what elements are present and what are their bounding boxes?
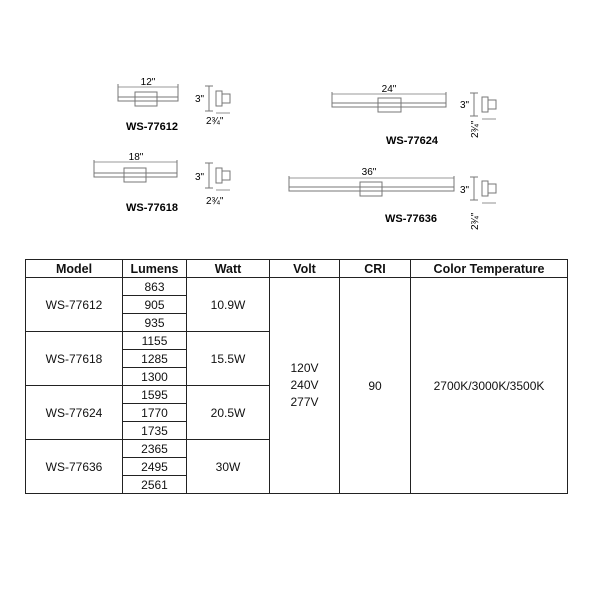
model-label: WS-77618	[126, 202, 178, 214]
model-cell: WS-77636	[26, 440, 123, 494]
front-view	[289, 176, 454, 196]
drawing-ws-77612	[118, 77, 230, 133]
lumens-cell: 863	[123, 278, 187, 296]
header-cri: CRI	[340, 260, 411, 278]
lumens-cell: 1155	[123, 332, 187, 350]
watt-cell: 30W	[187, 440, 270, 494]
side-view	[205, 86, 230, 113]
lumens-cell: 2495	[123, 458, 187, 476]
model-label: WS-77612	[126, 121, 178, 133]
lumens-cell: 1735	[123, 422, 187, 440]
model-cell: WS-77624	[26, 386, 123, 440]
table-row	[26, 278, 568, 296]
depth-label: 2¾"	[470, 212, 481, 230]
watt-cell: 20.5W	[187, 386, 270, 440]
cri-cell: 90	[340, 278, 411, 494]
drawing-ws-77636	[289, 167, 496, 230]
spec-table	[25, 259, 568, 494]
fixture-dimension-drawings	[0, 0, 590, 240]
height-label: 3"	[195, 94, 205, 105]
side-view	[205, 163, 230, 190]
length-label: 18"	[128, 152, 144, 163]
lumens-cell: 1300	[123, 368, 187, 386]
model-label: WS-77636	[385, 213, 437, 225]
lumens-cell: 1770	[123, 404, 187, 422]
model-cell: WS-77618	[26, 332, 123, 386]
model-cell: WS-77612	[26, 278, 123, 332]
length-label: 36"	[361, 167, 377, 178]
header-volt: Volt	[270, 260, 340, 278]
header-row	[26, 260, 568, 278]
header-model: Model	[26, 260, 123, 278]
drawing-ws-77618	[94, 152, 230, 214]
lumens-cell: 2365	[123, 440, 187, 458]
side-view	[470, 93, 496, 119]
lumens-cell: 905	[123, 296, 187, 314]
header-lumens: Lumens	[123, 260, 187, 278]
volt-value: 240V	[290, 378, 319, 392]
depth-label: 2¾"	[470, 120, 481, 138]
length-label: 24"	[381, 84, 397, 95]
depth-label: 2¾"	[206, 116, 224, 127]
model-label: WS-77624	[386, 135, 438, 147]
header-watt: Watt	[187, 260, 270, 278]
watt-cell: 15.5W	[187, 332, 270, 386]
volt-cell	[270, 278, 340, 494]
front-view	[94, 160, 177, 182]
depth-label: 2¾"	[206, 196, 224, 207]
front-view	[332, 92, 446, 112]
lumens-cell: 2561	[123, 476, 187, 494]
lumens-cell: 935	[123, 314, 187, 332]
volt-value: 120V	[290, 361, 319, 375]
lumens-cell: 1595	[123, 386, 187, 404]
color-temperature-cell: 2700K/3000K/3500K	[411, 278, 568, 494]
height-label: 3"	[460, 100, 470, 111]
height-label: 3"	[195, 172, 205, 183]
drawing-ws-77624	[332, 84, 496, 147]
header-color-temperature: Color Temperature	[411, 260, 568, 278]
lumens-cell: 1285	[123, 350, 187, 368]
watt-cell: 10.9W	[187, 278, 270, 332]
height-label: 3"	[460, 185, 470, 196]
side-view	[470, 177, 496, 203]
length-label: 12"	[140, 77, 156, 88]
volt-value: 277V	[290, 395, 319, 409]
